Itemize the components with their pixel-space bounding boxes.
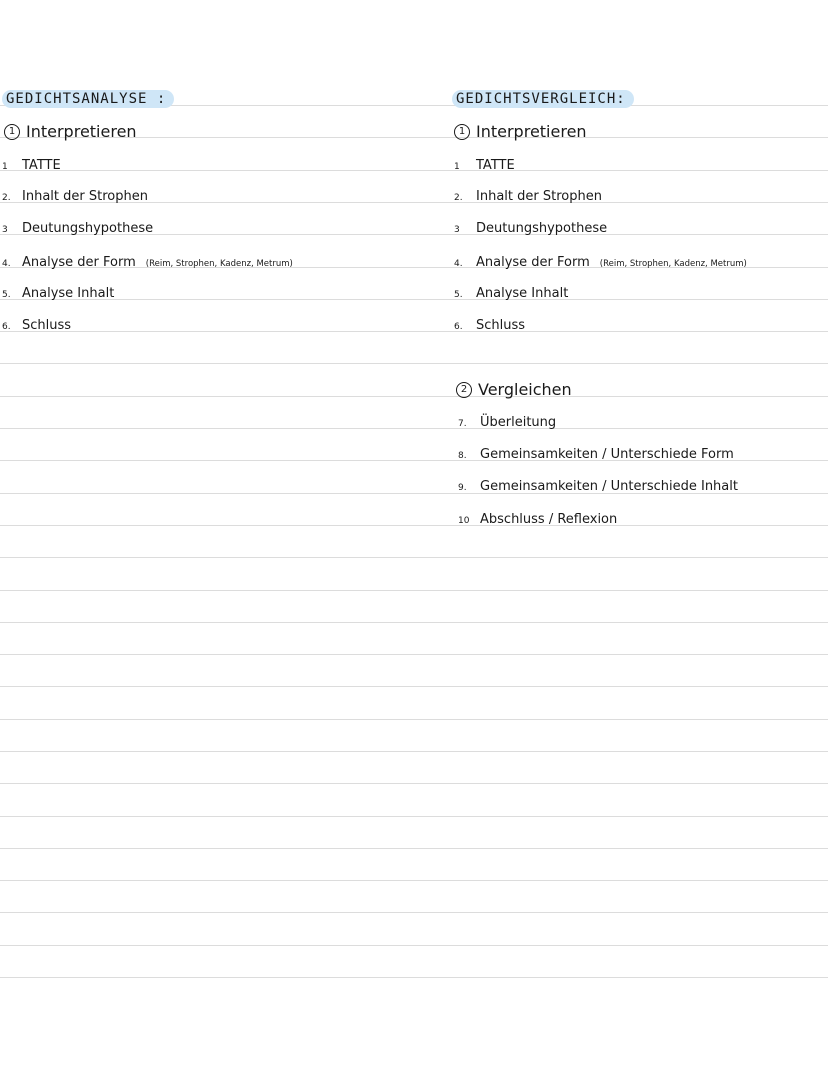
ruled-line [0, 848, 828, 849]
list-item [458, 447, 734, 462]
ruled-line [0, 525, 828, 526]
item-number: 6. [454, 322, 463, 332]
list-item [2, 255, 293, 270]
item-number: 5. [454, 290, 463, 300]
ruled-line [0, 331, 828, 332]
ruled-line [0, 396, 828, 397]
item-number: 5. [2, 290, 11, 300]
item-number: 3 [454, 225, 460, 235]
list-item [454, 158, 515, 173]
item-text: Analyse Inhalt [22, 286, 115, 301]
list-item [2, 286, 114, 301]
item-number: 4. [2, 259, 11, 269]
ruled-line [0, 977, 828, 978]
list-item [454, 189, 602, 204]
ruled-line [0, 783, 828, 784]
list-item [458, 415, 556, 430]
list-item [458, 479, 738, 494]
item-text: Gemeinsamkeiten / Unterschiede Inhalt [480, 479, 738, 494]
item-text: Schluss [476, 318, 526, 333]
right-heading: GEDICHTSVERGLEICH: [452, 90, 634, 108]
item-number: 1 [2, 162, 8, 172]
section-title: Interpretieren [476, 122, 587, 141]
ruled-line [0, 686, 828, 687]
ruled-line [0, 363, 828, 364]
item-number: 6. [2, 322, 11, 332]
right-section-vergleichen [456, 380, 572, 399]
item-number: 4. [454, 259, 463, 269]
item-text: Überleitung [480, 415, 557, 430]
item-text: Deutungshypothese [476, 221, 608, 236]
list-item [454, 255, 747, 270]
ruled-line [0, 816, 828, 817]
ruled-line [0, 880, 828, 881]
list-item [2, 318, 71, 333]
ruled-line [0, 945, 828, 946]
list-item [458, 512, 617, 527]
item-text: Deutungshypothese [22, 221, 154, 236]
list-item [454, 318, 525, 333]
ruled-line [0, 590, 828, 591]
item-note: (Reim, Strophen, Kadenz, Metrum) [599, 259, 747, 269]
item-number: 2. [454, 193, 463, 203]
item-number: 2. [2, 193, 11, 203]
item-number: 1 [454, 162, 460, 172]
list-item [454, 286, 568, 301]
item-number: 7. [458, 419, 467, 429]
ruled-line [0, 622, 828, 623]
ruled-line [0, 912, 828, 913]
item-text: Analyse Inhalt [476, 286, 569, 301]
item-text: Gemeinsamkeiten / Unterschiede Form [480, 447, 734, 462]
circled-number-icon: 2 [456, 382, 472, 398]
item-text: Inhalt der Strophen [476, 189, 602, 204]
item-text: TATTE [22, 158, 61, 173]
section-title: Interpretieren [26, 122, 137, 141]
ruled-line [0, 170, 828, 171]
item-text: TATTE [476, 158, 515, 173]
list-item [454, 221, 607, 236]
right-section-interpretieren [454, 122, 587, 141]
item-number: 8. [458, 451, 467, 461]
item-text: Analyse der Form [22, 255, 136, 270]
item-text: Schluss [22, 318, 72, 333]
circled-number-icon: 1 [4, 124, 20, 140]
left-section-interpretieren [4, 122, 137, 141]
item-number: 9. [458, 483, 467, 493]
item-number: 10 [458, 516, 470, 526]
section-title: Vergleichen [478, 380, 572, 399]
item-text: Analyse der Form [476, 255, 590, 270]
circled-number-icon: 1 [454, 124, 470, 140]
item-number: 3 [2, 225, 8, 235]
ruled-line [0, 751, 828, 752]
ruled-line [0, 299, 828, 300]
left-heading: GEDICHTSANALYSE : [2, 90, 174, 108]
ruled-line [0, 719, 828, 720]
item-note: (Reim, Strophen, Kadenz, Metrum) [145, 259, 293, 269]
ruled-line [0, 428, 828, 429]
item-text: Abschluss / Reflexion [480, 512, 618, 527]
list-item [2, 158, 61, 173]
ruled-line [0, 557, 828, 558]
list-item [2, 189, 148, 204]
ruled-line [0, 654, 828, 655]
item-text: Inhalt der Strophen [22, 189, 148, 204]
list-item [2, 221, 153, 236]
